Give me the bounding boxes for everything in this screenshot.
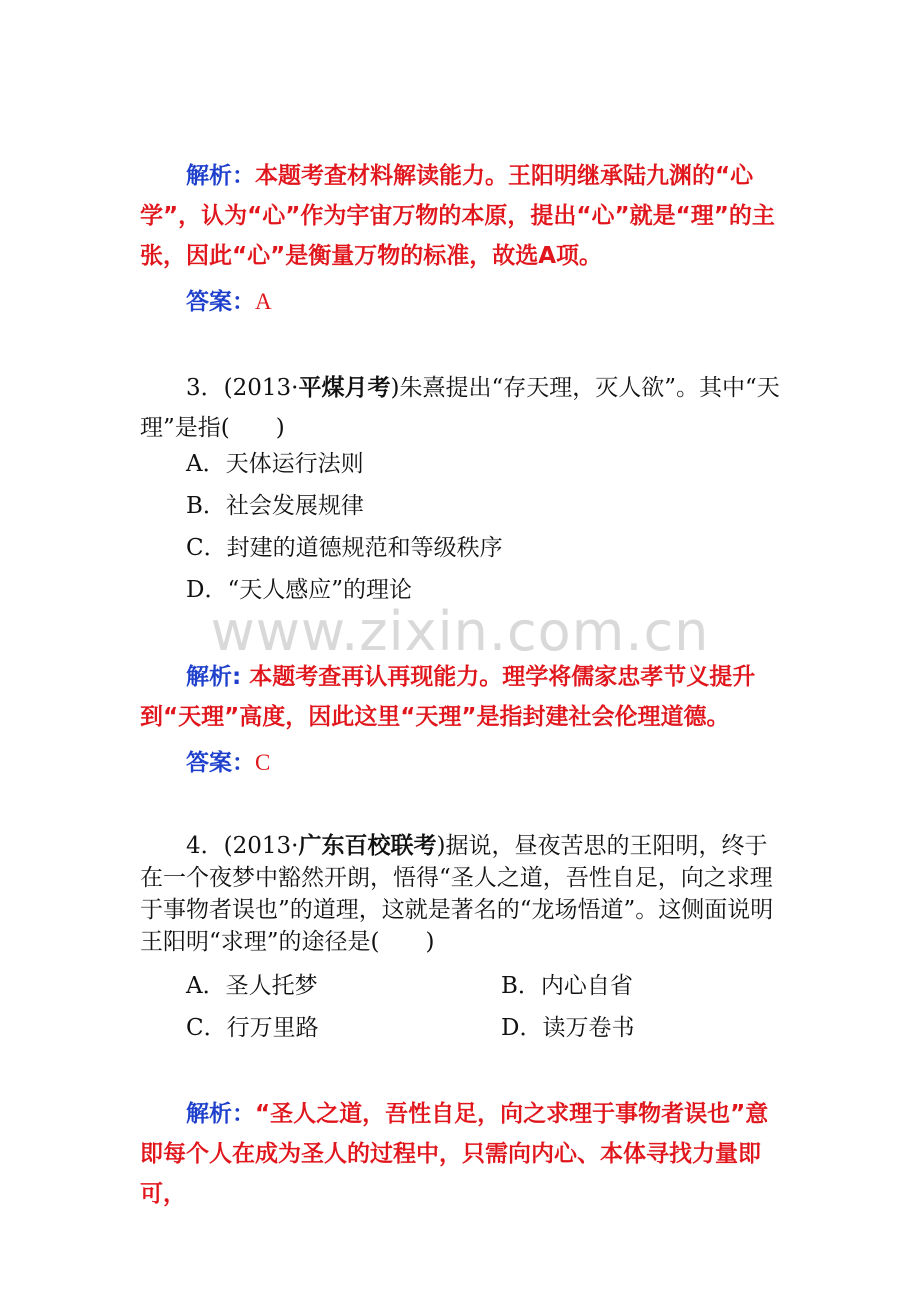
analysis-previous bbox=[140, 156, 785, 276]
watermark: www.zixin.com.cn bbox=[210, 600, 710, 663]
q4-option-d[interactable]: D．读万卷书 bbox=[501, 1015, 635, 1041]
q4-option-c[interactable]: C．行万里路 bbox=[186, 1015, 319, 1041]
q3-option-d[interactable]: D．“天人感应”的理论 bbox=[186, 577, 412, 603]
answer-value: A bbox=[255, 289, 272, 314]
question-number: 3． bbox=[186, 375, 224, 401]
question-3-stem bbox=[140, 368, 785, 448]
analysis-text: “圣人之道，吾性自足，向之求理于事物者误也”意即每个人在成为圣人的过程中，只需向内心、本体寻找力量即可， bbox=[140, 1101, 769, 1207]
question-text: )据说，昼夜苦思的王阳明，终于在一个夜梦中豁然开朗，悟得“圣人之道，吾性自足，向之求理于事物者误也”的道理，这就是著名的“龙场悟道”。这侧面说明王阳明“求理”的途径是( ) bbox=[140, 833, 774, 955]
answer-label: 答案： bbox=[186, 750, 255, 776]
q3-answer bbox=[186, 743, 270, 783]
question-source-open: (2013· bbox=[223, 833, 299, 859]
question-source: 平煤月考 bbox=[298, 375, 391, 401]
question-4-stem bbox=[140, 830, 785, 958]
q4-option-b[interactable]: B．内心自省 bbox=[501, 973, 633, 999]
q4-analysis bbox=[140, 1094, 785, 1214]
analysis-label: 解析： bbox=[186, 1101, 255, 1127]
question-source: 广东百校联考 bbox=[298, 833, 437, 859]
question-source-open: (2013· bbox=[223, 375, 299, 401]
answer-value: C bbox=[255, 750, 271, 775]
analysis-text: 本题考查材料解读能力。王阳明继承陆九渊的“心学”，认为“心”作为宇宙万物的本原，提出“心”就是“理”的主张，因此“心”是衡量万物的标准，故选A项。 bbox=[140, 163, 775, 269]
analysis-text: 本题考查再认再现能力。理学将儒家忠孝节义提升到“天理”高度，因此这里“天理”是指封建社会伦理道德。 bbox=[140, 664, 756, 730]
analysis-label: 解析: bbox=[186, 664, 242, 690]
question-number: 4． bbox=[186, 833, 224, 859]
q4-option-a[interactable]: A．圣人托梦 bbox=[186, 973, 318, 999]
analysis-label: 解析： bbox=[186, 163, 255, 189]
answer-previous bbox=[186, 282, 272, 322]
q3-option-c[interactable]: C．封建的道德规范和等级秩序 bbox=[186, 535, 503, 561]
q3-analysis bbox=[140, 657, 785, 737]
question-text: )朱熹提出“存天理，灭人欲”。其中“天理”是指( ) bbox=[140, 375, 780, 441]
q3-option-b[interactable]: B．社会发展规律 bbox=[186, 493, 364, 519]
answer-label: 答案： bbox=[186, 289, 255, 315]
q3-option-a[interactable]: A．天体运行法则 bbox=[186, 451, 364, 477]
